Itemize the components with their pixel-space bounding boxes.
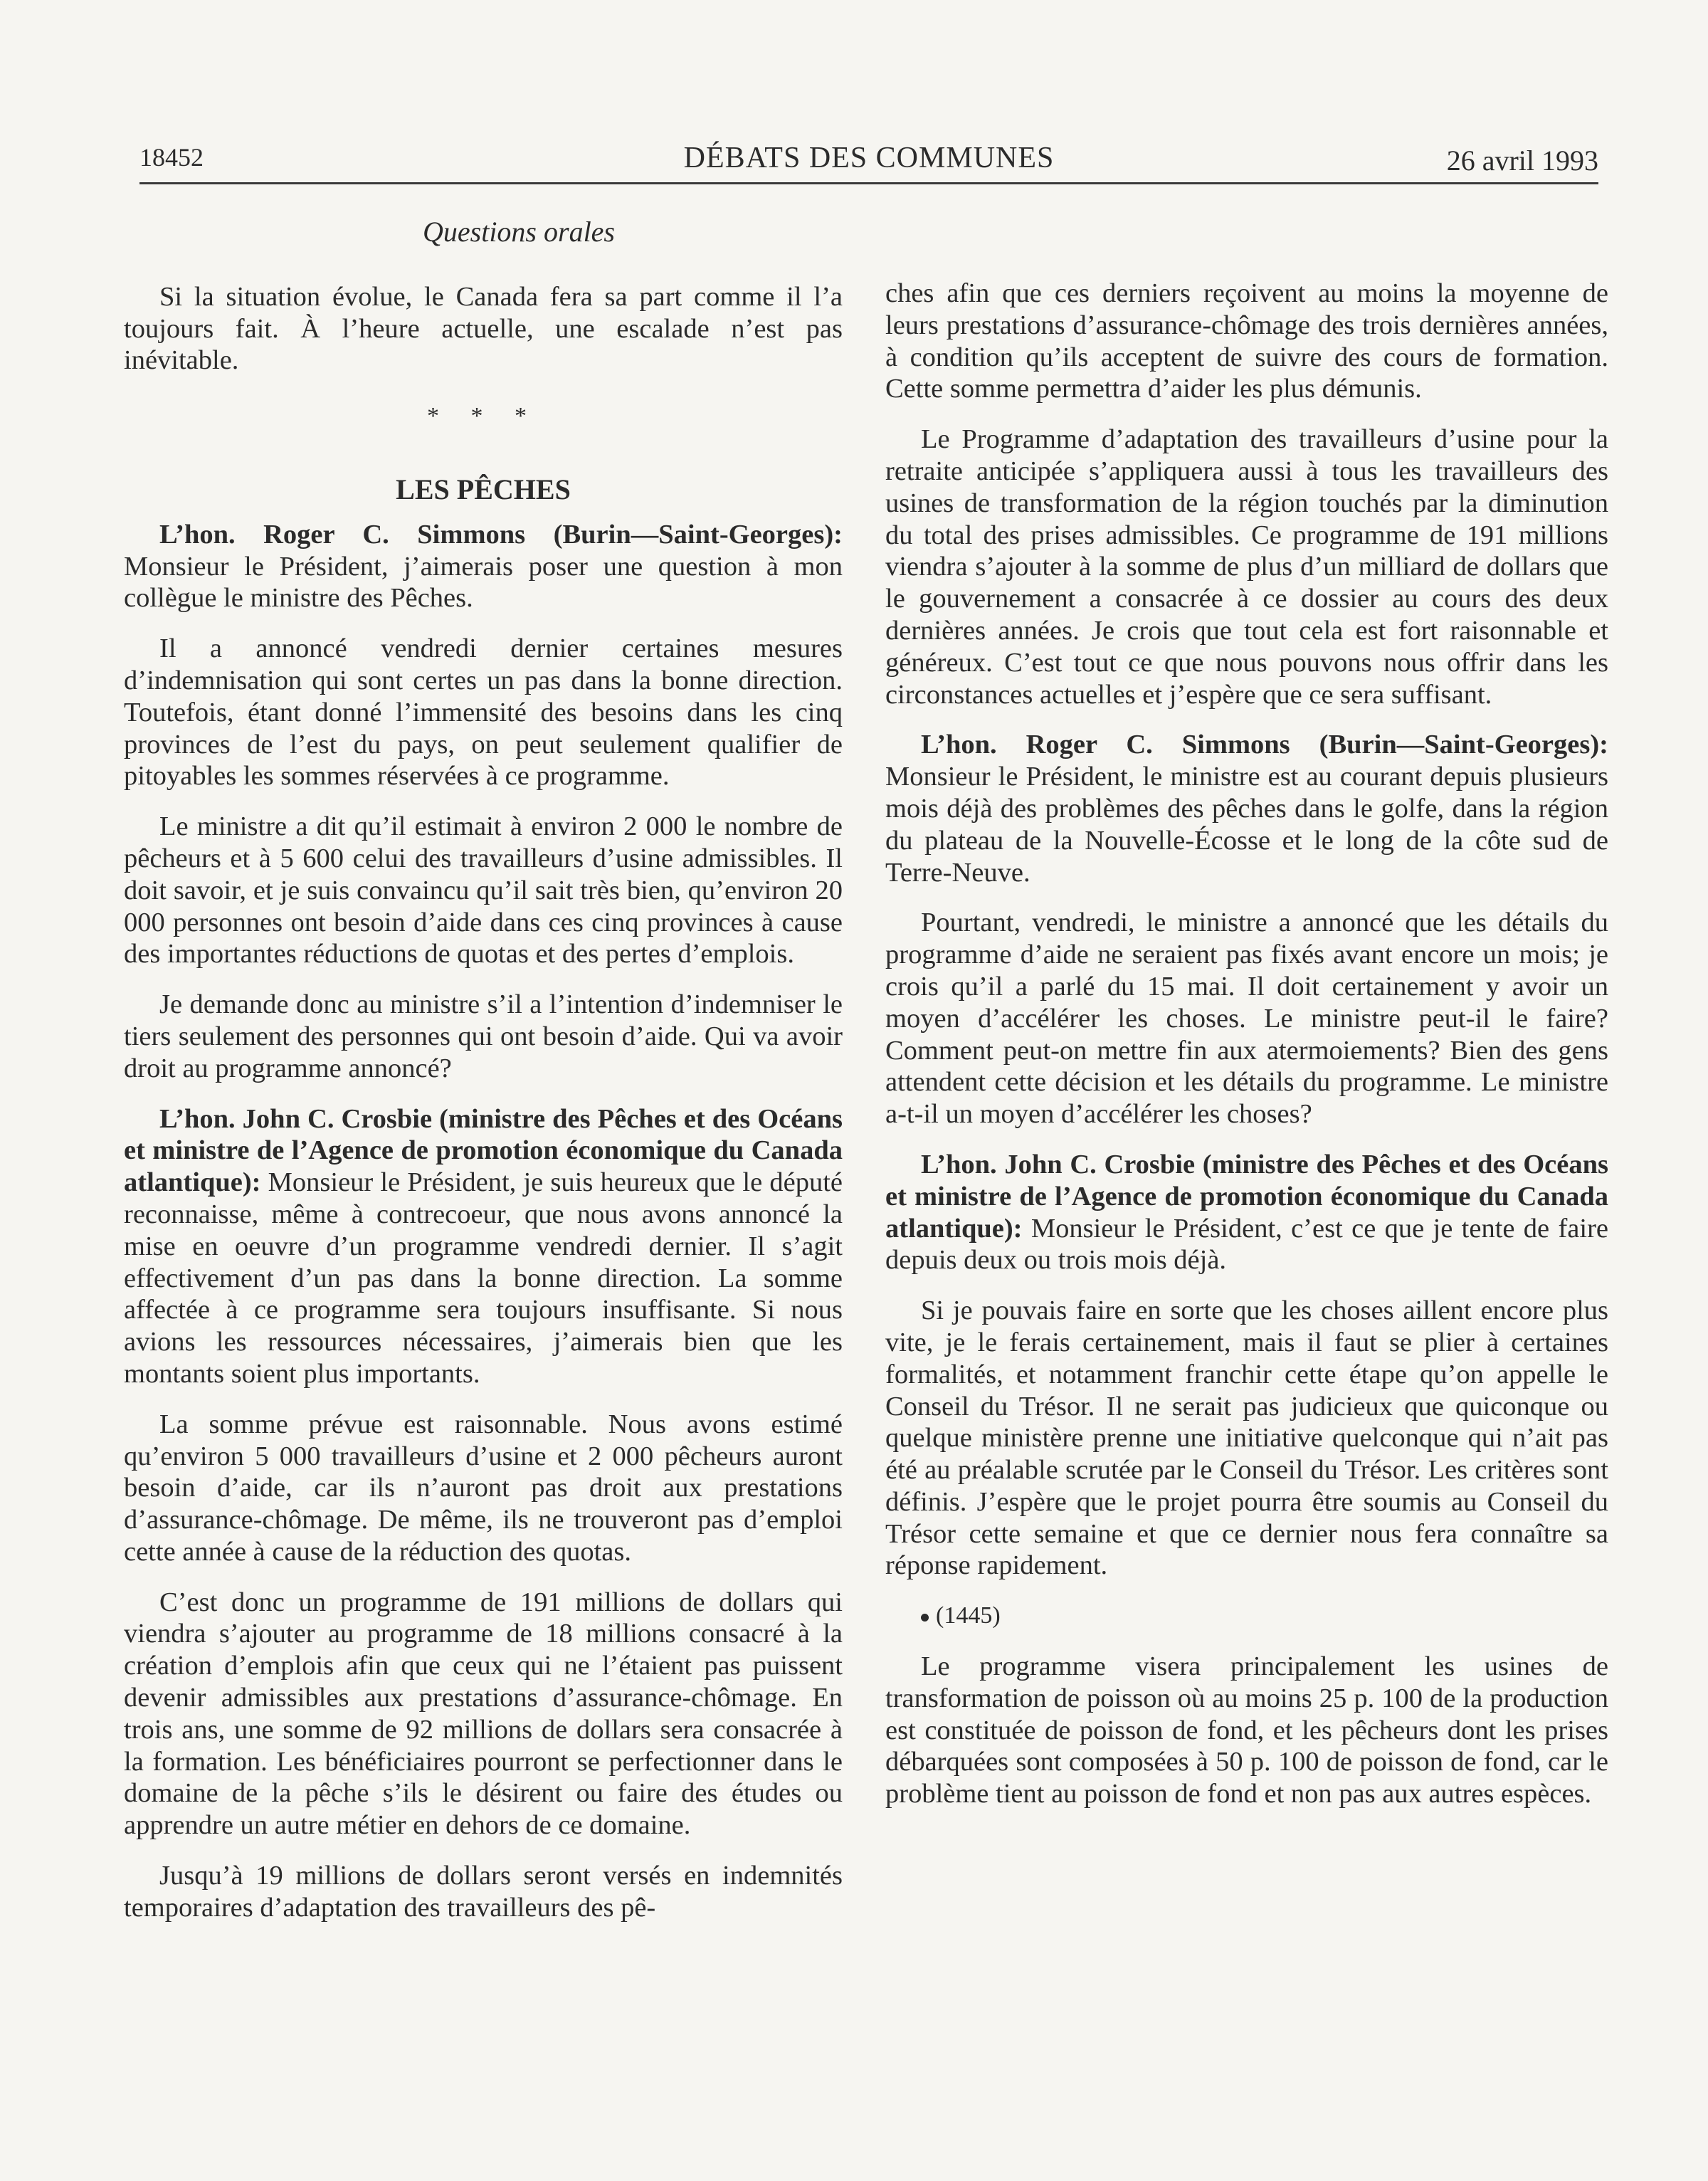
section-separator: * * * (427, 403, 539, 430)
bullet-icon (921, 1614, 929, 1622)
paragraph: ches afin que ces derniers reçoivent au moins la moyenne de leurs prestations d’assurance-chômage des trois dernières années, à condition qu’ils acceptent de suivre des cours de formation. Cette somme permettra d’aider les plus démunis. (885, 278, 1608, 404)
paragraph: Le ministre a dit qu’il estimait à environ 2 000 le nombre de pêcheurs et à 5 600 celui des travailleurs d’usine admissibles. Il doit savoir, et je suis convaincu qu’il sait très bien, qu’environ 20 000 personnes ont besoin d’aide dans ces cinq provinces à cause des importantes réductions de quotas et des pertes d’emplois. (124, 811, 843, 969)
page-number: 18452 (139, 143, 204, 172)
left-column (124, 205, 843, 1943)
speech-paragraph (124, 1103, 843, 1390)
header-rule (139, 182, 1598, 184)
right-column (885, 278, 1608, 1829)
speech-text: Monsieur le Président, c’est ce que je tente de faire depuis deux ou trois mois déjà. (885, 1213, 1608, 1276)
running-head: Questions orales (423, 216, 615, 248)
speech-text: Monsieur le Président, je suis heureux que le député reconnaisse, même à contrecoeur, que nous avons annoncé la mise en oeuvre d’un programme vendredi dernier. Il s’agit effectivement d’un pas dans la bonne direction. La somme affectée à ce programme sera toujours insuffisante. Si nous avions les ressources nécessaires, j’aimerais bien que les montants soient plus importants. (124, 1167, 843, 1389)
speech-text: Monsieur le Président, le ministre est au courant depuis plusieurs mois déjà des problèmes des pêches dans le golfe, dans la région du plateau de la Nouvelle-Écosse et le long de la côte sud de Terre-Neuve. (885, 762, 1608, 888)
section-title: LES PÊCHES (396, 473, 571, 505)
paragraph: Je demande donc au ministre s’il a l’intention d’indemniser le tiers seulement des personnes qui ont besoin d’aide. Qui va avoir droit au programme annoncé? (124, 989, 843, 1083)
paragraph: Le programme visera principalement les usines de transformation de poisson où au moins 25 p. 100 de la production est constituée de poisson de fond, et les pêcheurs dont les prises débarquées sont composées à 50 p. 100 de poisson de fond, car le problème tient au poisson de fond et non pas aux autres espèces. (885, 1651, 1608, 1809)
speaker-name: L’hon. John C. Crosbie (ministre des Pêches et des Océans et ministre de l’Agence de promotion économique du Canada atlantique): (885, 1149, 1608, 1244)
time-marker-text: (1445) (936, 1602, 1001, 1629)
paragraph: Pourtant, vendredi, le ministre a annoncé que les détails du programme d’aide ne seraient pas fixés avant encore un mois; je crois qu’il a parlé du 15 mai. Il doit certainement y avoir un moyen d’accélérer les choses. Le ministre peut-il le faire? Comment peut-on mettre fin aux atermoiements? Bien des gens attendent cette décision et les détails du programme. Le ministre a-t-il un moyen d’accélérer les choses? (885, 908, 1608, 1130)
time-marker (885, 1600, 1608, 1632)
paragraph: Jusqu’à 19 millions de dollars seront versés en indemnités temporaires d’adaptation des travailleurs des pê- (124, 1861, 843, 1923)
paragraph: Il a annoncé vendredi dernier certaines mesures d’indemnisation qui sont certes un pas dans la bonne direction. Toutefois, étant donné l’immensité des besoins dans les cinq provinces de l’est du pays, on peut seulement qualifier de pitoyables les sommes réservées à ce programme. (124, 634, 843, 792)
paragraph: Si la situation évolue, le Canada fera sa part comme il l’a toujours fait. À l’heure actuelle, une escalade n’est pas inévitable. (124, 281, 843, 376)
page-date: 26 avril 1993 (1446, 144, 1598, 177)
publication-title: DÉBATS DES COMMUNES (683, 142, 1055, 174)
speech-paragraph (885, 1149, 1608, 1276)
paragraph: C’est donc un programme de 191 millions de dollars qui viendra s’ajouter au programme de 18 millions consacré à la création d’emplois afin que ceux qui ne l’étaient pas puissent devenir admissibles aux prestations d’assurance-chômage. En trois ans, une somme de 92 millions de dollars sera consacrée à la formation. Les bénéficiaires pourront se perfectionner dans le domaine de la pêche s’ils le désirent ou faire des études ou apprendre un autre métier en dehors de ce domaine. (124, 1587, 843, 1841)
page-header (139, 141, 1598, 184)
paragraph: Le Programme d’adaptation des travailleurs d’usine pour la retraite anticipée s’appliquera aussi à tous les travailleurs des usines de transformation de la région touchés par la diminution du total des prises admissibles. Ce programme de 191 millions viendra s’ajouter à la somme de plus d’un milliard de dollars que le gouvernement a consacrée à ce dossier au cours des deux dernières années. Je crois que tout cela est fort raisonnable et généreux. C’est tout ce que nous pouvons nous offrir dans les circonstances actuelles et j’espère que ce sera suffisant. (885, 424, 1608, 710)
speech-paragraph (124, 519, 843, 614)
speech-text: Monsieur le Président, j’aimerais poser une question à mon collègue le ministre des Pêches. (124, 551, 843, 614)
paragraph: La somme prévue est raisonnable. Nous avons estimé qu’environ 5 000 travailleurs d’usine et 2 000 pêcheurs auront besoin d’aide, car ils n’auront pas droit aux prestations d’assurance-chômage. De même, ils ne trouveront pas d’emploi cette année à cause de la réduction des quotas. (124, 1409, 843, 1567)
speaker-name: L’hon. Roger C. Simmons (Burin—Saint-Georges): (921, 730, 1608, 760)
speaker-name: L’hon. Roger C. Simmons (Burin—Saint-Georges): (159, 519, 843, 550)
speaker-name: L’hon. John C. Crosbie (ministre des Pêches et des Océans et ministre de l’Agence de promotion économique du Canada atlantique): (124, 1103, 843, 1198)
speech-paragraph (885, 729, 1608, 888)
paragraph: Si je pouvais faire en sorte que les choses aillent encore plus vite, je le ferais certainement, mais il faut se plier à certaines formalités, et notamment franchir cette étape qu’on appelle le Conseil du Trésor. Il ne serait pas judicieux que quiconque ou quelque ministère prenne une initiative quelconque qui n’ait pas été au préalable scrutée par le Conseil du Trésor. Les critères sont définis. J’espère que le projet pourra être soumis au Conseil du Trésor cette semaine et que ce dernier nous fera connaître sa réponse rapidement. (885, 1296, 1608, 1581)
